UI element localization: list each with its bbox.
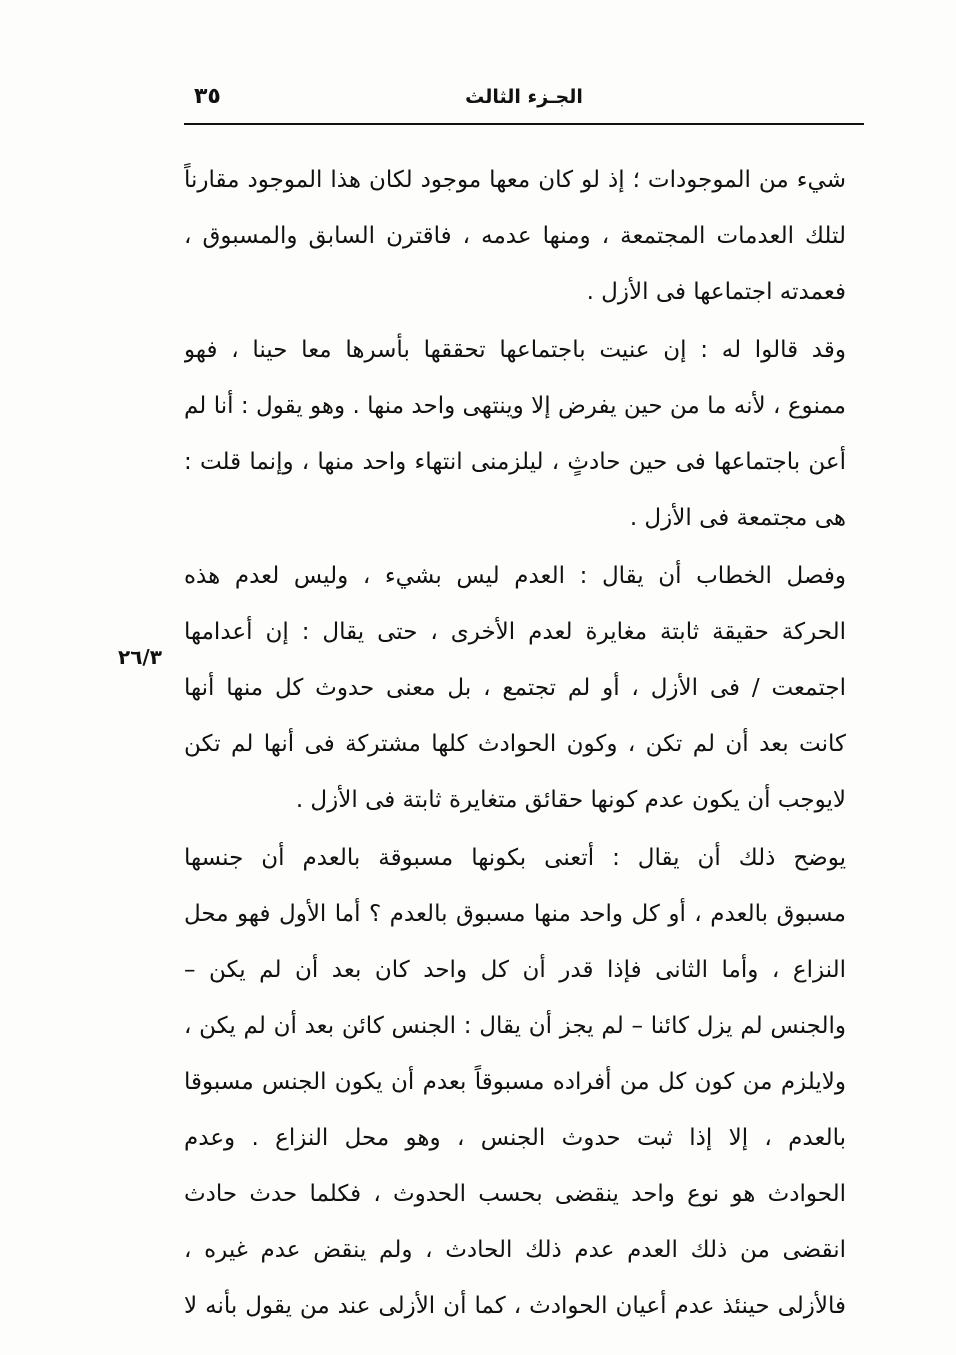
text-line: كانت بعد أن لم تكن ، وكون الحوادث كلها مشتركة فى أنها لم تكن (184, 731, 846, 757)
header-rule (184, 123, 864, 125)
text-line: هى مجتمعة فى الأزل . (629, 505, 846, 531)
text-line: وفصل الخطاب أن يقال : العدم ليس بشيء ، وليس لعدم هذه (184, 563, 846, 589)
text-line: فالأزلى حينئذ عدم أعيان الحوادث ، كما أن الأزلى عند من يقول بأنه لا (184, 1293, 846, 1319)
text-line: الحركة حقيقة ثابتة مغايرة لعدم الأخرى ، حتى يقال : إن أعدامها (184, 619, 846, 645)
text-line: انقضى من ذلك العدم عدم ذلك الحادث ، ولم ينقض عدم غيره ، (184, 1237, 846, 1263)
text-line: مسبوق بالعدم ، أو كل واحد منها مسبوق بالعدم ؟ أما الأول فهو محل (184, 901, 846, 927)
text-line: النزاع ، وأما الثانى فإذا قدر أن كل واحد كان بعد أن لم يكن – (184, 957, 846, 983)
text-line: والجنس لم يزل كائنا – لم يجز أن يقال : الجنس كائن بعد أن لم يكن ، (184, 1013, 846, 1039)
text-line: يوضح ذلك أن يقال : أتعنى بكونها مسبوقة بالعدم أن جنسها (184, 845, 846, 871)
running-title: الجـزء الثالث (465, 86, 583, 108)
text-line: اجتمعت / فى الأزل ، أو لم تجتمع ، بل معنى حدوث كل منها أنها (184, 675, 846, 701)
text-line: أعن باجتماعها فى حين حادثٍ ، ليلزمنى انتهاء واحد منها ، وإنما قلت : (184, 449, 846, 475)
body-text (184, 152, 846, 1334)
page-number: ٣٥ (194, 84, 221, 109)
page-header (184, 80, 864, 122)
text-line: بالعدم ، إلا إذا ثبت حدوث الجنس ، وهو محل النزاع . وعدم (184, 1125, 846, 1151)
text-line: الحوادث هو نوع واحد ينقضى بحسب الحدوث ، فكلما حدث حادث (184, 1181, 846, 1207)
margin-reference: ٢٦/٣ (118, 645, 162, 669)
text-line: شيء من الموجودات ؛ إذ لو كان معها موجود لكان هذا الموجود مقارناً (184, 167, 846, 193)
text-line: لتلك العدمات المجتمعة ، ومنها عدمه ، فاقترن السابق والمسبوق ، (184, 223, 846, 249)
text-line: ولايلزم من كون كل من أفراده مسبوقاً بعدم أن يكون الجنس مسبوقا (184, 1069, 846, 1095)
text-line: لايوجب أن يكون عدم كونها حقائق متغايرة ثابتة فى الأزل . (295, 787, 846, 813)
text-line: وقد قالوا له : إن عنيت باجتماعها تحققها بأسرها معا حينا ، فهو (184, 337, 846, 363)
text-line: فعمدته اجتماعها فى الأزل . (586, 279, 846, 305)
text-line: ممنوع ، لأنه ما من حين يفرض إلا وينتهى واحد منها . وهو يقول : أنا لم (184, 393, 846, 419)
